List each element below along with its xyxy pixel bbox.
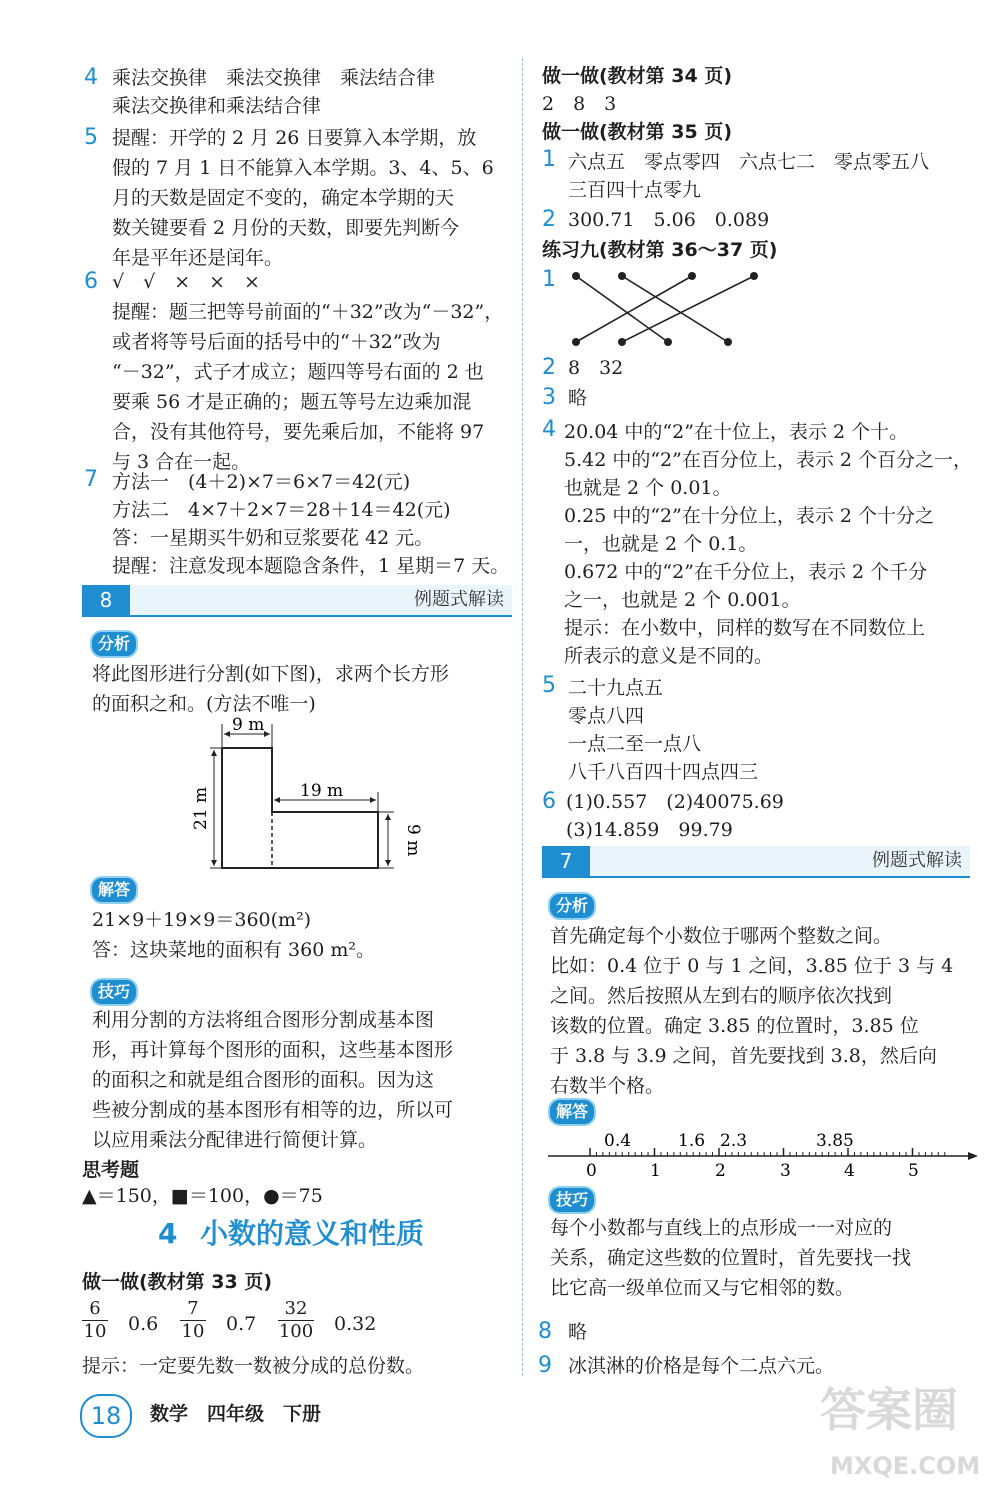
- answer-text: 二十九点五: [568, 677, 664, 699]
- section-title: 例题式解读: [414, 589, 504, 610]
- answer-text: 略: [568, 387, 588, 409]
- analysis-text: 于 3.8 与 3.9 之间，首先要找到 3.8，然后向: [550, 1045, 937, 1067]
- book-title: 数学 四年级 下册: [150, 1403, 322, 1425]
- answer-text: (3)14.859 99.79: [566, 819, 733, 841]
- answer-text: 六点五 零点零四 六点七二 零点零五八: [568, 151, 930, 173]
- area-figure: [180, 712, 423, 882]
- decimal-value: 0.6: [128, 1313, 159, 1335]
- tick-label: 5: [908, 1161, 919, 1181]
- answer-text: 0.672 中的“2”在千分位上，表示 2 个千分: [564, 561, 928, 583]
- number-line: [544, 1120, 984, 1182]
- dim-label: 19 m: [300, 781, 344, 801]
- answer-text: 20.04 中的“2”在十位上，表示 2 个十。: [564, 421, 909, 443]
- analysis-text: 的面积之和。(方法不唯一): [92, 693, 316, 715]
- section-title: 例题式解读: [872, 850, 962, 871]
- hint-text: 所表示的意义是不同的。: [564, 645, 774, 667]
- answer-text: 300.71 5.06 0.089: [568, 209, 770, 231]
- fraction: [82, 1298, 108, 1343]
- tick-label: 1: [650, 1161, 661, 1181]
- question-number: 2: [542, 207, 556, 232]
- think-answer: ▲＝150，■＝100，●＝75: [82, 1185, 323, 1207]
- tip-text: 形，再计算每个图形的面积，这些基本图形: [92, 1039, 454, 1061]
- column-divider: [522, 58, 523, 1376]
- answer-text: 冰淇淋的价格是每个二点六元。: [568, 1355, 835, 1377]
- question-number: 2: [542, 355, 556, 380]
- question-number: 9: [538, 1353, 552, 1378]
- dim-label: 9 m: [403, 824, 423, 857]
- point-label: 3.85: [816, 1131, 854, 1151]
- subsection-title: 练习九(教材第 36～37 页): [542, 239, 778, 261]
- decimal-value: 0.32: [334, 1313, 377, 1335]
- answer-badge: 解答: [548, 1098, 596, 1126]
- answer-text: 2 8 3: [542, 93, 617, 115]
- analysis-text: 比如：0.4 位于 0 与 1 之间，3.85 位于 3 与 4: [550, 955, 954, 977]
- matching-lines: [570, 264, 770, 354]
- analysis-text: 右数半个格。: [550, 1075, 665, 1097]
- page-number: 18: [80, 1394, 132, 1438]
- section-header: [82, 585, 512, 617]
- answer-text: 答：一星期买牛奶和豆浆要花 42 元。: [112, 527, 434, 549]
- answer-text: 8 32: [568, 357, 624, 379]
- answer-text: 答：这块菜地的面积有 360 m²。: [92, 939, 375, 961]
- tip-text: 利用分割的方法将组合图形分割成基本图: [92, 1009, 435, 1031]
- tip-badge: 技巧: [90, 978, 138, 1006]
- dim-label: 9 m: [232, 715, 265, 735]
- answer-text: 也就是 2 个 0.01。: [564, 477, 732, 499]
- hint-text: 月的天数是固定不变的，确定本学期的天: [112, 187, 455, 209]
- chapter-number: 4: [158, 1217, 178, 1250]
- hint-text: 提示：一定要先数一数被分成的总份数。: [82, 1355, 425, 1377]
- numerator: 32: [284, 1298, 308, 1319]
- answer-text: 八千八百四十四点四三: [568, 761, 759, 783]
- numerator: 6: [89, 1298, 101, 1319]
- watermark: 答案圈: [820, 1383, 958, 1437]
- question-number: 3: [542, 385, 556, 410]
- hint-text: 要乘 56 才是正确的；题五等号左边乘加混: [112, 391, 472, 413]
- point-label: 2.3: [720, 1131, 748, 1151]
- answer-text: 0.25 中的“2”在十分位上，表示 2 个十分之: [564, 505, 935, 527]
- analysis-badge: 分析: [90, 630, 138, 658]
- answer-text: 方法二 4×7＋2×7＝28＋14＝42(元): [112, 499, 451, 521]
- tick-label: 0: [586, 1161, 597, 1181]
- think-title: 思考题: [82, 1159, 140, 1181]
- question-number: 4: [84, 65, 98, 90]
- answer-text: 21×9＋19×9＝360(m²): [92, 909, 312, 931]
- denominator: 10: [83, 1321, 107, 1342]
- question-number: 4: [542, 417, 556, 442]
- tip-text: 每个小数都与直线上的点形成一一对应的: [550, 1217, 893, 1239]
- tip-badge: 技巧: [548, 1186, 596, 1214]
- tick-label: 2: [715, 1161, 726, 1181]
- subsection-title: 做一做(教材第 33 页): [82, 1271, 273, 1293]
- denominator: 10: [181, 1321, 205, 1342]
- watermark: MXQE.COM: [830, 1452, 981, 1480]
- answer-text: 乘法交换律和乘法结合律: [112, 95, 322, 117]
- point-label: 0.4: [604, 1131, 632, 1151]
- answer-text: 略: [568, 1321, 588, 1343]
- answer-text: 一，也就是 2 个 0.1。: [564, 533, 758, 555]
- hint-text: “－32”，式子才成立；题四等号右面的 2 也: [112, 361, 484, 383]
- tip-text: 的面积之和就是组合图形的面积。因为这: [92, 1069, 435, 1091]
- point-label: 1.6: [678, 1131, 706, 1151]
- analysis-badge: 分析: [548, 892, 596, 920]
- decimal-value: 0.7: [226, 1313, 257, 1335]
- tip-text: 关系，确定这些数的位置时，首先要找一找: [550, 1247, 912, 1269]
- section-number: 7: [542, 846, 590, 876]
- answer-text: 零点八四: [568, 705, 645, 727]
- answer-text: 乘法交换律 乘法交换律 乘法结合律: [112, 67, 436, 89]
- answer-text: 三百四十点零九: [568, 179, 702, 201]
- tick-label: 3: [780, 1161, 791, 1181]
- analysis-text: 首先确定每个小数位于哪两个整数之间。: [550, 925, 893, 947]
- denominator: 100: [278, 1321, 314, 1342]
- tip-text: 以应用乘法分配律进行简便计算。: [92, 1129, 378, 1151]
- chapter-title: 小数的意义和性质: [200, 1217, 425, 1250]
- hint-text: 或者将等号后面的括号中的“＋32”改为: [112, 331, 441, 353]
- numerator: 7: [187, 1298, 199, 1319]
- answer-badge: 解答: [90, 876, 138, 904]
- question-number: 8: [538, 1319, 552, 1344]
- hint-text: 与 3 合在一起。: [112, 451, 251, 473]
- question-number: 5: [542, 673, 556, 698]
- section-number: 8: [82, 585, 130, 615]
- hint-text: 提醒：注意发现本题隐含条件，1 星期＝7 天。: [112, 555, 510, 577]
- hint-text: 合，没有其他符号，要先乘后加，不能将 97: [112, 421, 485, 443]
- fraction: [180, 1298, 206, 1343]
- answer-text: 5.42 中的“2”在百分位上，表示 2 个百分之一，: [564, 449, 973, 471]
- tick-label: 4: [844, 1161, 855, 1181]
- tip-text: 比它高一级单位而又与它相邻的数。: [550, 1277, 855, 1299]
- question-number: 1: [542, 267, 556, 292]
- subsection-title: 做一做(教材第 34 页): [542, 65, 733, 87]
- hint-text: 提示：在小数中，同样的数写在不同数位上: [564, 617, 926, 639]
- analysis-text: 该数的位置。确定 3.85 的位置时，3.85 位: [550, 1015, 919, 1037]
- tip-text: 些被分割成的基本图形有相等的边，所以可: [92, 1099, 454, 1121]
- hint-text: 提醒：题三把等号前面的“＋32”改为“－32”，: [112, 301, 504, 323]
- hint-text: 假的 7 月 1 日不能算入本学期。3、4、5、6: [112, 157, 494, 179]
- question-number: 7: [84, 467, 98, 492]
- analysis-text: 之间。然后按照从左到右的顺序依次找到: [550, 985, 893, 1007]
- question-number: 5: [84, 125, 98, 150]
- question-number: 6: [84, 269, 98, 294]
- dim-label: 21 m: [191, 786, 211, 830]
- hint-text: 提醒：开学的 2 月 26 日要算入本学期，放: [112, 127, 477, 149]
- answer-text: 一点二至一点八: [568, 733, 702, 755]
- analysis-text: 将此图形进行分割(如下图)，求两个长方形: [92, 663, 449, 685]
- section-header: [542, 846, 970, 878]
- answer-marks: √ √ × × ×: [112, 271, 260, 293]
- hint-text: 年是平年还是闰年。: [112, 247, 284, 269]
- answer-text: 之一，也就是 2 个 0.001。: [564, 589, 801, 611]
- fraction: [278, 1298, 314, 1343]
- answer-text: (1)0.557 (2)40075.69: [566, 791, 784, 813]
- hint-text: 数关键要看 2 月份的天数，即要先判断今: [112, 217, 460, 239]
- answer-text: 方法一 (4＋2)×7＝6×7＝42(元): [112, 471, 411, 493]
- question-number: 1: [542, 147, 556, 172]
- subsection-title: 做一做(教材第 35 页): [542, 121, 733, 143]
- question-number: 6: [542, 789, 556, 814]
